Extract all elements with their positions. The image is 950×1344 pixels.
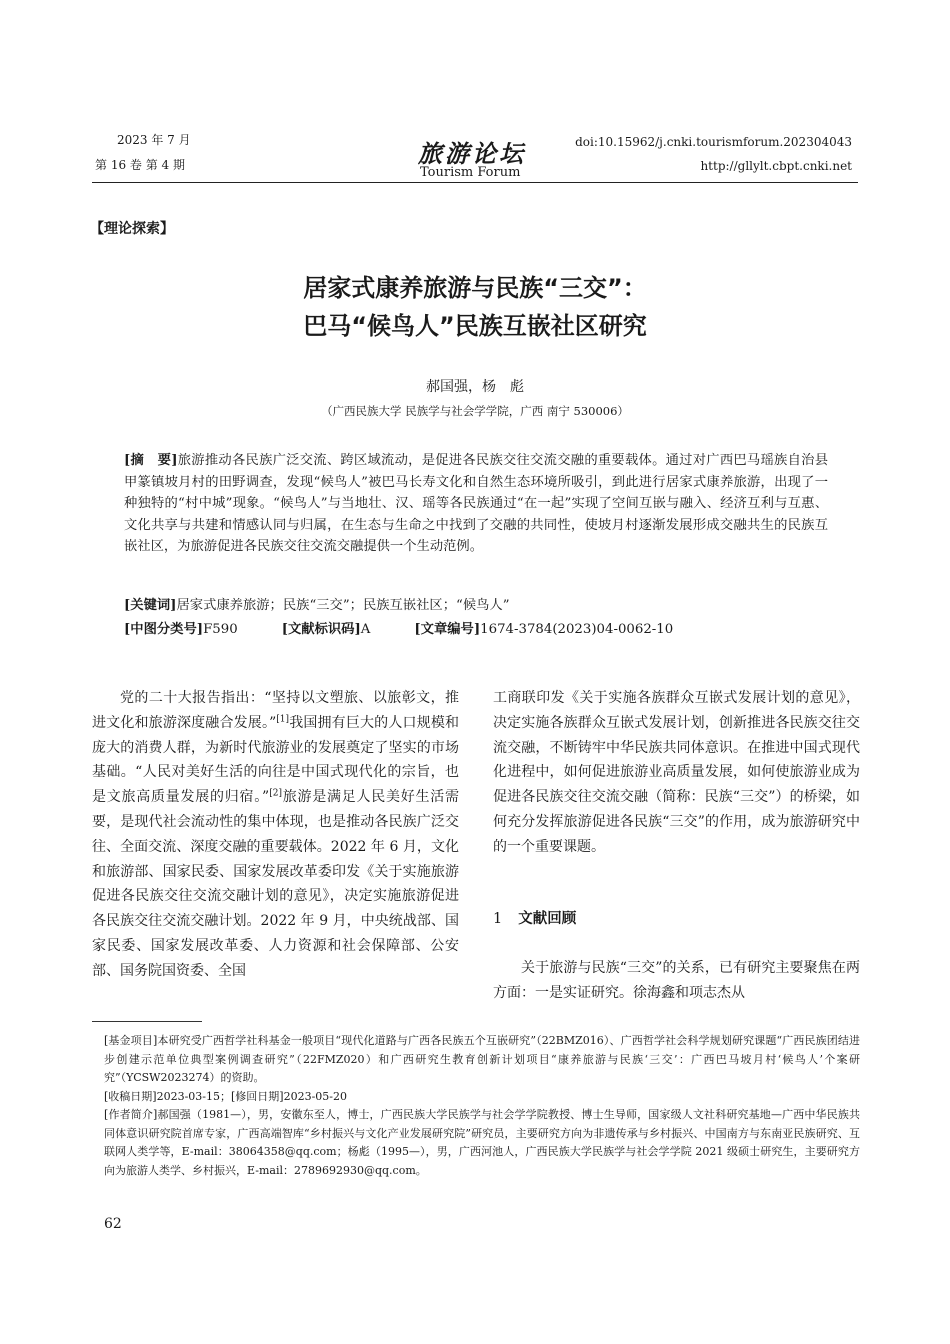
affiliation: （广西民族大学 民族学与社会学学院，广西 南宁 530006）: [321, 404, 629, 418]
section-number: 1: [493, 911, 503, 927]
section-heading-1: [493, 907, 576, 928]
abstract-text: 旅游推动各民族广泛交流、跨区域流动，是促进各民族交往交流交融的重要载体。通过对广西巴马瑶族自治县甲篆镇坡月村的田野调查，发现“候鸟人”被巴马长寿文化和自然生态环境所吸引，到此进行居家式康养旅游，出现了一种独特的“村中城”现象。“候鸟人”与当地壮、汉、瑶等各民族通过“在一起”实现了空间互嵌与融入、经济互利与互惠、文化共享与共建和情感认同与归属，在生态与生命之中找到了交融的共同性，使坡月村逐渐发展形成交融共生的民族互嵌社区，为旅游促进各民族交往交流交融提供一个生动范例。: [124, 453, 828, 554]
journal-title-en: Tourism Forum: [420, 165, 521, 180]
issue-volume: 第 16 卷 第 4 期: [95, 158, 185, 172]
body-text: 党的二十大报告指出：“坚持以文塑旅、以旅彰文，推进文化和旅游深度融合发展。”: [92, 690, 459, 731]
reference-1: [1]: [276, 714, 290, 725]
body-text: 旅游是满足人民美好生活需要，是现代社会流动性的集中体现，也是推动各民族广泛交往、全面交流、深度交融的重要载体。2022 年 6 月，文化和旅游部、国家民委、国家发展改革委印发《关于实施旅游促进各民族交往交流交融计划的意见》，决定实施旅游促进各民族交往交流交融计划。2022 年 9 月，中央统战部、国家民委、国家发展改革委、人力资源和社会保障部、公安部、国务院国资委、全国: [92, 789, 459, 979]
issue-date: 2023 年 7 月: [117, 133, 191, 147]
doi: doi:10.15962/j.cnki.tourismforum.202304043: [575, 135, 852, 149]
keywords-text: 居家式康养旅游；民族“三交”；民族互嵌社区；“候鸟人”: [176, 598, 510, 613]
section-tag: 【理论探索】: [90, 221, 174, 237]
journal-url: http://gllylt.cbpt.cnki.net: [700, 159, 852, 173]
body-left-column: [92, 686, 459, 984]
classification-line: [124, 619, 828, 641]
authors: 郝国强，杨 彪: [426, 379, 524, 395]
abstract-label: [摘 要]: [124, 453, 178, 468]
footnote-rule: [92, 1021, 202, 1022]
article-no-value: 1674-3784(2023)04-0062-10: [480, 622, 674, 637]
title-line-1: 居家式康养旅游与民族“三交”：: [303, 274, 647, 302]
clc-label: [中图分类号]: [124, 622, 204, 637]
page-number: 62: [104, 1216, 122, 1232]
article-no-label: [文章编号]: [414, 622, 481, 637]
doc-code-label: [文献标识码]: [281, 622, 361, 637]
keywords-label: [关键词]: [124, 598, 177, 613]
header-rule: [92, 182, 858, 183]
body-paragraph: 工商联印发《关于实施各族群众互嵌式发展计划的意见》，决定实施各族群众互嵌式发展计划，创新推进各民族交往交流交融，不断铸牢中华民族共同体意识。在推进中国式现代化进程中，如何促进旅游业高质量发展，如何使旅游业成为促进各民族交往交流交融（简称：民族“三交”）的桥梁，如何充分发挥旅游促进各民族“三交”的作用，成为旅游研究中的一个重要课题。: [493, 690, 860, 855]
footnotes: [104, 1032, 860, 1180]
doc-code-value: A: [360, 622, 371, 637]
reference-2: [2]: [269, 788, 282, 799]
section-title: 文献回顾: [518, 911, 577, 927]
body-right-column-cont: [493, 956, 860, 1006]
body-paragraph: 关于旅游与民族“三交”的关系，已有研究主要聚焦在两方面：一是实证研究。徐海鑫和项志杰从: [493, 960, 860, 1001]
keywords: [124, 595, 828, 617]
body-right-column: [493, 686, 860, 860]
abstract: [124, 450, 828, 558]
footnote-author-info: [作者简介]郝国强（1981—），男，安徽东至人，博士，广西民族大学民族学与社会学学院教授、博士生导师，国家级人文社科研究基地—广西中华民族共同体意识研究院首席专家，广西高端智库“乡村振兴与文化产业发展研究院”研究员，主要研究方向为非遗传承与乡村振兴、中国南方与东南亚民族研究、互联网人类学等，E-mail：38064358@qq.com；杨彪（1995—），男，广西河池人，广西民族大学民族学与社会学学院 2021 级硕士研究生，主要研究方向为旅游人类学、乡村振兴，E-mail：2789692930@qq.com。: [104, 1108, 860, 1177]
title-line-2: 巴马“候鸟人”民族互嵌社区研究: [303, 312, 647, 340]
body-text: 我国拥有巨大的人口规模和庞大的消费人群，为新时代旅游业的发展奠定了坚实的市场基础。“人民对美好生活的向往是中国式现代化的宗旨，也是文旅高质量发展的归宿。”: [92, 714, 459, 806]
journal-title-cn: 旅游论坛: [418, 139, 526, 168]
clc-value: F590: [203, 622, 238, 637]
footnote-fund: [基金项目]本研究受广西哲学社科基金一般项目“现代化道路与广西各民族五个互嵌研究”（22BMZ016）、广西哲学社会科学规划研究课题“广西民族团结进步创建示范单位典型案例调查研究”（22FMZ020）和广西研究生教育创新计划项目“康养旅游与民族‘三交’：广西巴马坡月村‘候鸟人’个案研究”（YCSW2023274）的资助。: [104, 1034, 860, 1084]
body-paragraph: [92, 686, 459, 984]
footnote-dates: [收稿日期]2023-03-15；[修回日期]2023-05-20: [104, 1089, 348, 1103]
